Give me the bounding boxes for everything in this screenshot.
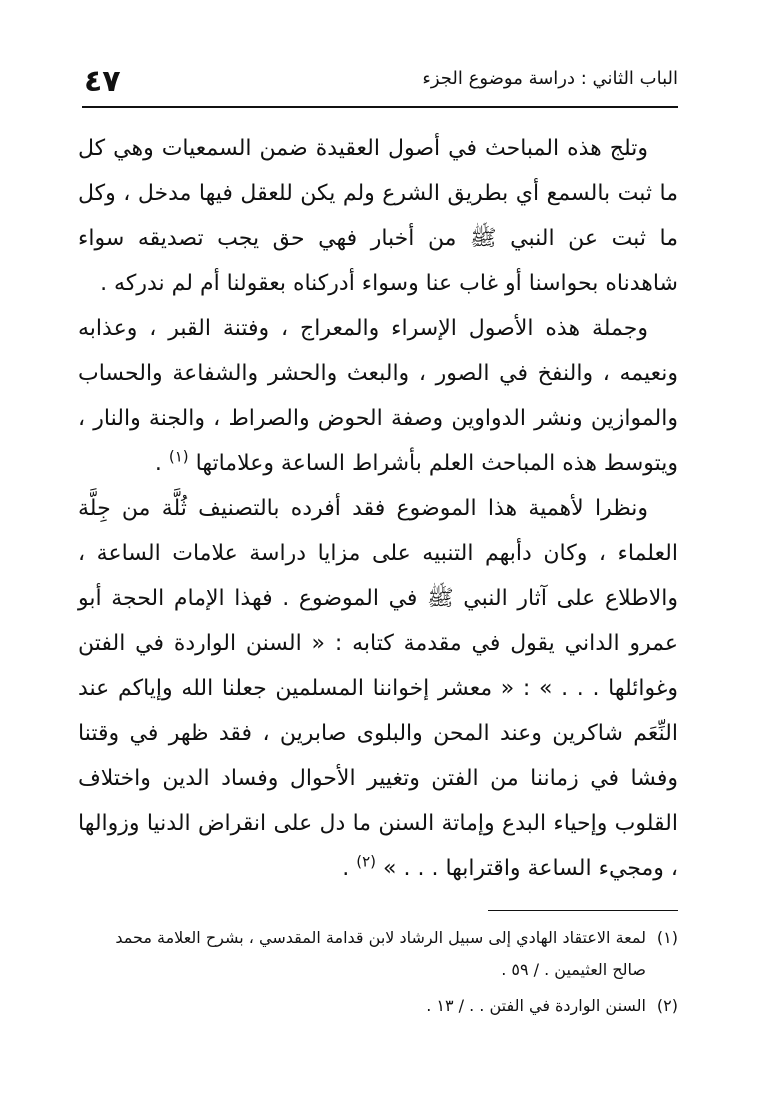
footnote-separator <box>488 910 678 911</box>
footnote-reference-2: (٢) <box>356 852 377 871</box>
footnote-2-marker: (٢) <box>656 996 678 1015</box>
footnote-2 <box>80 990 678 1022</box>
footnote-2-text: السنن الواردة في الفتن . . / ١٣ . <box>426 996 646 1015</box>
main-text <box>78 126 678 891</box>
footnotes <box>80 922 678 1026</box>
footnote-1 <box>80 922 678 986</box>
paragraph-2-text: وجملة هذه الأصول الإسراء والمعراج ، وفتنة القبر ، وعذابه ونعيمه ، والنفخ في الصور ، والبعث والحشر والشفاعة والحساب والموازين ونشر الدواوين وصفة الحوض والصراط ، والجنة والنار ، ويتوسط هذه المباحث العلم بأشراط الساعة وعلاماتها <box>78 316 678 476</box>
paragraph-1: وتلج هذه المباحث في أصول العقيدة ضمن السمعيات وهي كل ما ثبت بالسمع أي بطريق الشرع ولم يكن للعقل فيها مدخل ، وكل ما ثبت عن النبي ﷺ من أخبار فهي حق يجب تصديقه سواء شاهدناه بحواسنا أو غاب عنا وسواء أدركناه بعقولنا أم لم ندركه . <box>78 136 678 296</box>
paragraph-3-end: . <box>342 856 357 881</box>
paragraph-3-text: ونظرا لأهمية هذا الموضوع فقد أفرده بالتصنيف ثُلَّة من جِلَّة العلماء ، وكان دأبهم التنبيه على مزايا دراسة علامات الساعة ، والاطلاع على آثار النبي ﷺ في الموضوع . فهذا الإمام الحجة أبو عمرو الداني يقول في مقدمة كتابه : « السنن الواردة في الفتن وغوائلها . . . » : « معشر إخواننا المسلمين جعلنا الله وإياكم عند النِّعَم شاكرين وعند المحن والبلوى صابرين ، فقد ظهر في وقتنا وفشا في زماننا من الفتن وتغيير الأحوال وفساد الدين واختلاف القلوب وإحياء البدع وإماتة السنن ما دل على انقراض الدنيا وزوالها ، ومجيء الساعة واقترابها . . . » <box>78 496 678 881</box>
page-header <box>82 56 678 108</box>
paragraph-3 <box>78 486 678 891</box>
paragraph-2 <box>78 306 678 486</box>
page-number: ٤٧ <box>84 64 121 99</box>
running-title: الباب الثاني : دراسة موضوع الجزء <box>422 68 678 89</box>
footnote-1-text: لمعة الاعتقاد الهادي إلى سبيل الرشاد لابن قدامة المقدسي ، بشرح العلامة محمد صالح العثيمين . / ٥٩ . <box>115 928 646 979</box>
paragraph-2-end: . <box>154 451 169 476</box>
footnote-1-marker: (١) <box>656 928 678 947</box>
footnote-reference-1: (١) <box>168 447 189 466</box>
